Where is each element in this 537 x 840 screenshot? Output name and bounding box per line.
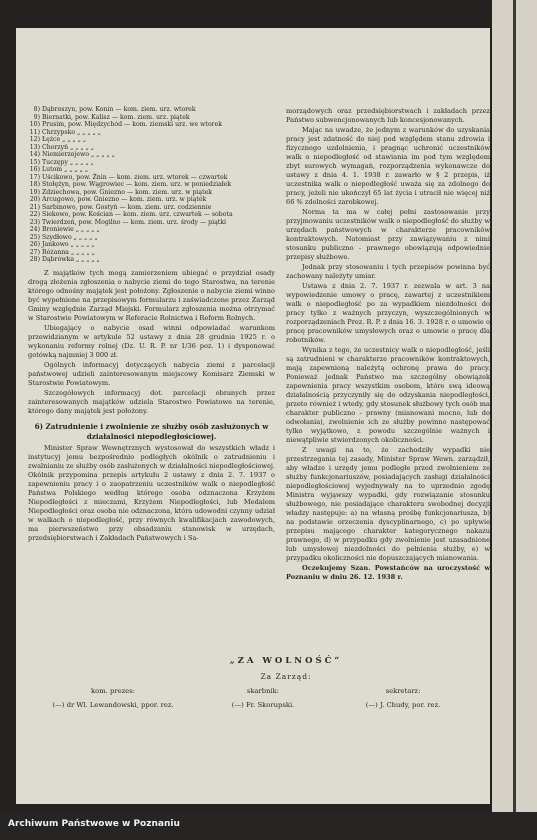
estate-item: 13) Chorzyń „ „ „ „ „: [29, 143, 95, 151]
signature-president: kom. prezes: (—) dr Wl. Lewandowski, ppor. rez.: [52, 687, 174, 709]
estate-item: 18) Stołężyn, pow. Wągrowiec — kom. ziem. urz. w poniedziałek: [29, 181, 232, 188]
estate-item: 15) Tuczępy „ „ „ „ „: [29, 158, 94, 166]
archive-footer: [0, 812, 537, 840]
document-page: [16, 28, 490, 804]
paragraph: Z uwagi na to, że zachodziły wypadki nie przestrzegania tej zasady, Minister Spraw Wewn. zarządził, aby władze i urzędy jemu podległe przed zwolnieniem ze służby funkcjonariuszów, posiadających zasługi działalności niepodległościowej wyjednywały na to uprzednio zgodę Ministra wyjąwszy wypadki, gdy rozwiązanie stosunku służbowego, nie posiadające charakteru swobodnej decyzji władzy następuje: a) na własną prośbę funkcjonariusza, b) na podstawie orzeczenia dyscyplinarnego, c) po upływie przepisu mającego charakter kategorycznego nakazu prawnego, d) w przypadku gdy zwolnienie jest uzasadnione lub umysłowej niezdolności do pełnienia służby, e) w przypadku okoliczności nie dopuszczających mianowania.: [286, 446, 490, 562]
paragraph: morządowych oraz przedsiębiorstwach i zakładach przez Państwo subwencjonowanych lub koncesjonowanych.: [286, 107, 490, 124]
closing-invitation: Oczekujemy Szan. Powstańców na uroczystość w Poznaniu w dniu 26. 12. 1938 r.: [286, 564, 490, 581]
estate-item: 19) Zdziechowa, pow. Gniezno — kom. ziem. urz. w piątek: [29, 188, 212, 196]
page-fold-shadow: [513, 0, 516, 812]
estate-item: 28) Dąbrówka „ „ „ „ „: [29, 256, 100, 263]
estate-item: 21) Sarbinowo, pow. Gostyń — kom. ziem. urz. codziennie: [29, 203, 212, 211]
estate-item: 12) Łężce „ „ „ „ „: [29, 136, 87, 143]
paragraph: Wynika z tego, że uczestnicy walk o niepodległość, jeśli są zatrudnieni w charakterze pracowników kontraktowych, mają zapewnioną należytą ochronę prawa do pracy. Ponieważ jednak Państwo ma szczególny obowiązek zapewnienia pracy wszystkim osobom, które swą ideową działalnością przyczyniły się do odzyskania niepodległości, przeto również i wtedy, gdy stosunek służbowy tych osób ma charakter publiczno - prawny (mianowani mocno, lub do odwołania), zwolnienie ich ze służby powinno następować tylko wyjątkowo, z powodu szczególnie ważnych i niewątpliwie stwierdzonych okoliczności.: [286, 346, 490, 444]
archive-name: Archiwum Państwowe w Poznaniu: [8, 819, 180, 829]
signature-secretary: sekretarz: (—) J. Chudy, por. rez.: [365, 687, 441, 709]
estate-item: 23) Twierdzeń, pow. Mogilno — kom. ziem. urz. środy — piątki: [29, 218, 226, 226]
signature-block: [28, 656, 484, 721]
signature-row: [28, 687, 484, 721]
estate-item: 11) Chrzypsko „ „ „ „ „: [29, 128, 101, 136]
association-name: „ZA WOLNOŚĆ“: [229, 656, 343, 666]
estate-item: 27) Różanna „ „ „ „ „: [29, 248, 95, 256]
left-column: [28, 106, 275, 543]
estate-item: 25) Szydłowo „ „ „ „ „: [29, 233, 98, 241]
paragraph: Mając na uwadze, że jednym z warunków do uzyskania pracy jest zdatność do niej pod względem stanu zdrowia i fizycznego uzdolnienia, i pragnąc uchronić uczestników walk o niepodległość od stawiania im pod tym względem zbyt surowych wymagań, rozporządzenia wykonawcze do ustawy z dnia 4. 1. 1938 r. zawarło w § 2 przepis, iż uczestnika walk o niepodległość uważa się za zdolnego do pracy, jeżeli nie ukończył 65 lat życia i utracił nie więcej niż 66 % zdolności zarobkowej.: [286, 126, 490, 206]
paragraph: Jednak przy stosowaniu i tych przepisów powinna być zachowany należyty umiar.: [286, 263, 490, 280]
section-heading: 6) Zatrudnienie i zwolnienie ze służby osób zasłużonych w działalności niepodległościowej.: [34, 421, 269, 441]
paragraph: Minister Spraw Wewnętrznych wystosował do wszystkich władz i instytucyj jemu bezpośrednio podległych okólnik o zatrudnieniu i zwalnianiu ze służby osób zasłużonych w działalności niepodległościowej. Okólnik przypomina przepis artykułu 2 ustawy z dnia 2. 7. 1937 o zapewnieniu pracy i o zaopatrzeniu uczestników walk o niepodległość Państwa Polskiego według którego osoba odznaczona Krzyżem Niepodległości z mieczami, Krzyżem Niepodległości, lub Medalem Niepodległości oraz osoba nie odznaczona, która udowodni czynny udział w walkach o niepodległość, przy równych kwalifikacjach zawodowych, ma pierwszeństwo przy obsadzaniu stanowisk w urzędach, przedsiębiorstwach i Zakładach Państwowych i Sa-: [28, 443, 275, 542]
estate-item: 26) Jankowo „ „ „ „ „: [29, 241, 95, 248]
paragraph: Szczegółowych informacyj dot. parcelacji obranych przez zainteresowanych majątków udziela Starostwo Powiatowe na terenie, którego dany majątek jest położony.: [28, 388, 275, 415]
estate-item: 8) Dąbroszyn, pow. Konin — kom. ziem. urz. wtorek: [33, 106, 196, 113]
signature-treasurer: skarbnik: (—) Fr. Skorupski.: [231, 687, 295, 709]
estate-list: [28, 106, 275, 264]
estate-item: 10) Prusim, pow. Międzychód — kom. ziemski urz. we wtorek: [29, 121, 223, 128]
board-label: Za Zarząd:: [260, 672, 312, 681]
estate-item: 24) Broniewie „ „ „ „ „: [29, 226, 100, 233]
paragraph: Ogólnych informacyj dotyczących nabycia ziemi z parcelacji państwowej udzieli zainteresowanym miejscowy Komisarz Ziemski w Starostwie Powiatowym.: [28, 360, 275, 387]
right-column: [286, 106, 490, 582]
paragraph: Z majątków tych mogą zamierzeniem ubiegać o przydział osady drogą złożenia zgłoszenia o nabycie ziemi do tego Starostwa, na terenie którego odnośny majątek jest położony. Zgłoszenie o nabycie ziemi winno być wypełnione na przepisowym formularzu i zaświadczone przez Zarząd Gminy względnie Zarząd Miejski. Formularz zgłoszenia można otrzymać w Starostwie Powiatowym w Referacie Rolnictwa i Reform Rolnych.: [28, 268, 275, 322]
estate-item: 20) Arcugowo, pow. Gniezno — kom. ziem. urz. w piątek: [29, 196, 207, 203]
paragraph: Ustawa z dnia 2. 7. 1937 r. zezwala w art. 3 na wypowiedzenie umowy o pracę, zawartej z uczestnikiem walk o niepodległość po za wypadkiem niezdolności do pracy tylko z ważnych przyczyn, wyszczególnionych w rozporządzeniach Prez. R. P. z dnia 16. 3. 1928 r. o umowie o pracę pracowników umysłowych oraz o umowie o pracę dla robotników.: [286, 282, 490, 344]
paragraph: Norma ta ma w całej pełni zastosowanie przy przyjmowaniu uczestników walk o niepodległość do służby w urzędach państwowych w charakterze pracowników kontraktowych. Natomiast przy zawiązywaniu z nimi stosunku publiczno - prawnego obowiązują odpowiednie przepisy służbowe.: [286, 208, 490, 261]
estate-item: 9) Biernatki, pow. Kalisz — kom. ziem. urz. piątek: [33, 113, 190, 121]
estate-item: 17) Uścikowo, pow. Żnin — kom. ziem. urz. wtorek — czwartek: [29, 173, 228, 181]
estate-item: 14) Niemierzejewo „ „ „ „ „: [29, 151, 115, 158]
estate-item: 22) Siekowo, pow. Kościan — kom. ziem. urz. czwartek — sobota: [29, 211, 233, 218]
estate-item: 16) Lutom „ „ „ „ „: [29, 166, 89, 173]
paragraph: Ubiegający o nabycie osad winni odpowiadać warunkom przewidzianym w artykule 52 ustawy z dnia 28 grudnia 1925 r. o wykonaniu reformy rolnej (Dz. U. R. P. nr 1/36 poz. 1) i dysponować gotówką najmniej 3 000 zł.: [28, 323, 275, 359]
